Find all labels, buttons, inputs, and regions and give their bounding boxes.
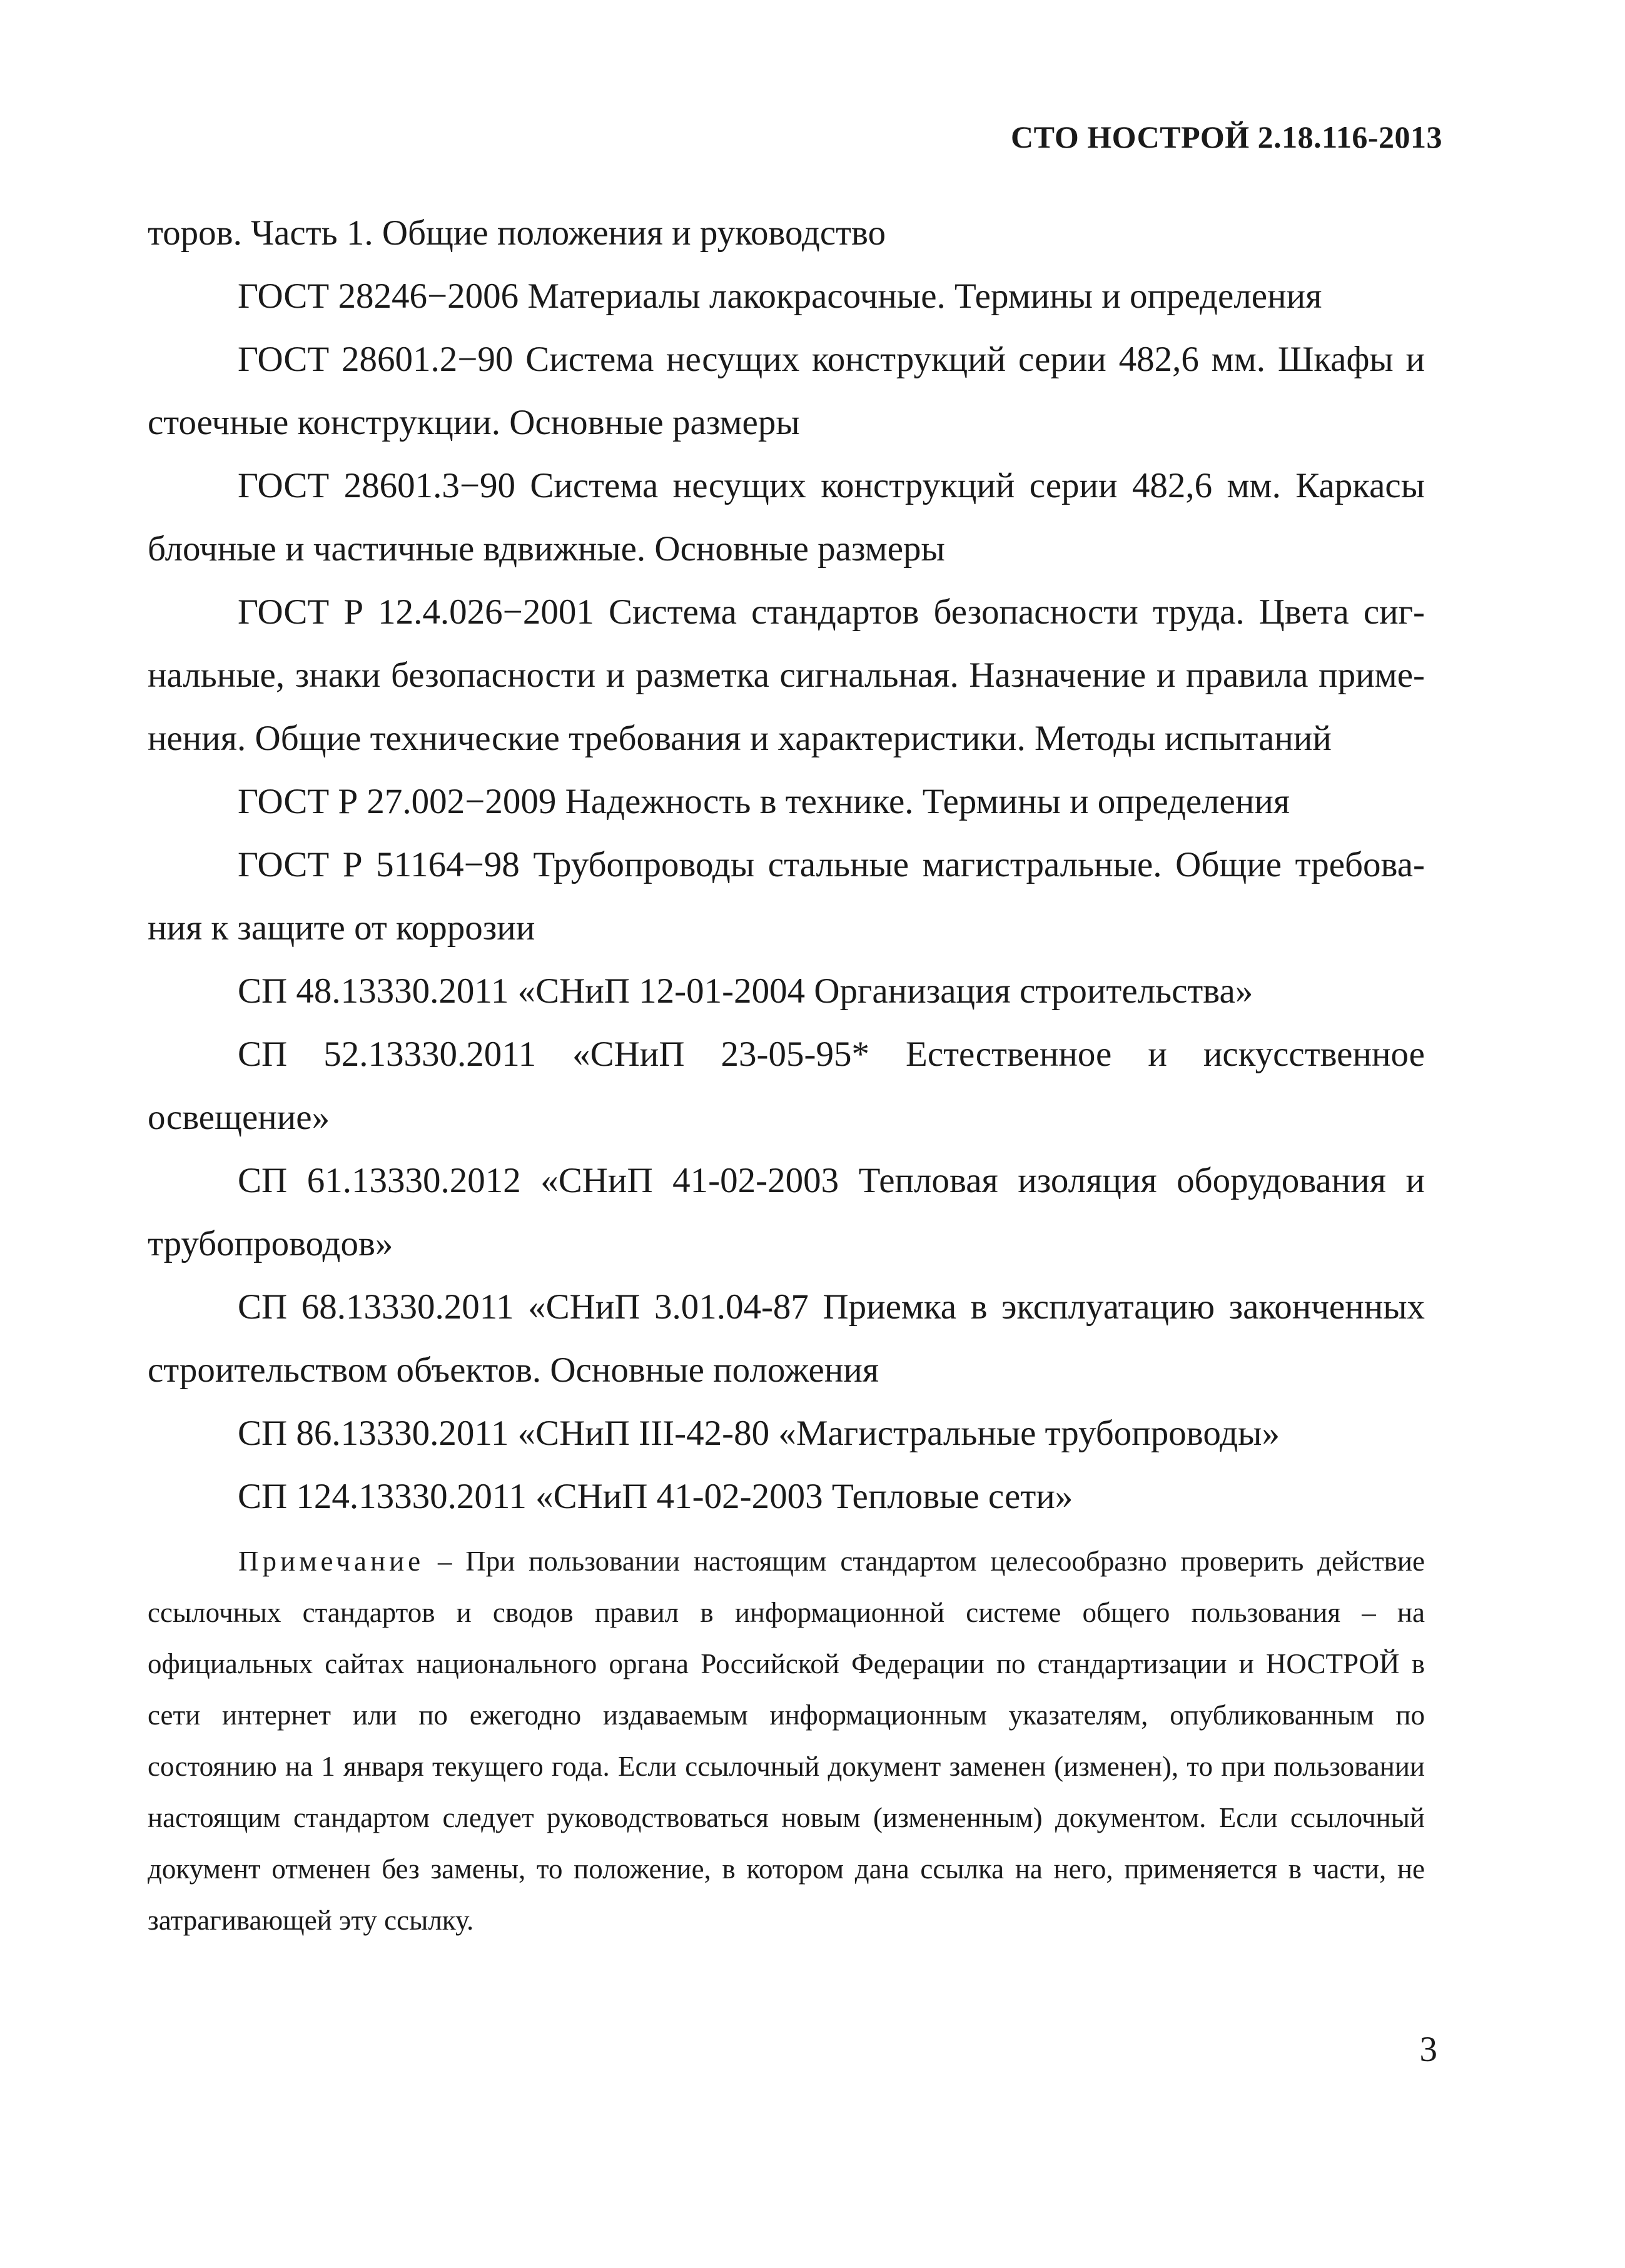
note-label: Примечание <box>238 1546 425 1577</box>
normative-references <box>148 201 1425 1946</box>
document-code-header: СТО НОСТРОЙ 2.18.116-2013 <box>1011 119 1442 154</box>
reference-item: ГОСТ Р 12.4.026−2001 Система стандартов безопасности труда. Цвета сигнальные, знаки безопасности и разметка сигнальная. Назначение и правила применения. Общие технические требования и характеристики. Методы испытаний <box>148 592 1425 758</box>
note-paragraph <box>148 1536 1425 1946</box>
page-number: 3 <box>1419 2030 1437 2069</box>
reference-item: СП 86.13330.2011 «СНиП III-42-80 «Магистральные трубопроводы» <box>238 1414 1280 1453</box>
reference-item: ГОСТ 28601.3−90 Система несущих конструкций серии 482,6 мм. Каркасы блочные и частичные вдвижные. Основные размеры <box>148 466 1425 569</box>
reference-item: СП 52.13330.2011 «СНиП 23-05-95* Естественное и искусственное освещение» <box>148 1035 1425 1137</box>
reference-item: СП 124.13330.2011 «СНиП 41-02-2003 Тепловые сети» <box>238 1477 1073 1516</box>
reference-item: торов. Часть 1. Общие положения и руководство <box>148 213 886 253</box>
reference-item: СП 48.13330.2011 «СНиП 12-01-2004 Организация строительства» <box>238 971 1253 1011</box>
reference-item: ГОСТ Р 27.002−2009 Надежность в технике. Термины и определения <box>238 782 1290 821</box>
reference-item: СП 61.13330.2012 «СНиП 41-02-2003 Тепловая изоляция оборудования и трубопроводов» <box>148 1161 1425 1263</box>
reference-item: ГОСТ Р 51164−98 Трубопроводы стальные магистральные. Общие требования к защите от коррозии <box>148 845 1425 948</box>
reference-item: ГОСТ 28601.2−90 Система несущих конструкций серии 482,6 мм. Шкафы и стоечные конструкции. Основные размеры <box>148 340 1425 442</box>
reference-item: СП 68.13330.2011 «СНиП 3.01.04-87 Приемка в эксплуатацию законченных строительством объектов. Основные положения <box>148 1287 1425 1390</box>
reference-item: ГОСТ 28246−2006 Материалы лакокрасочные. Термины и определения <box>238 276 1322 316</box>
note-text: – При пользовании настоящим стандартом целесообразно проверить действие ссылочных стандартов и сводов правил в информационной системе общего пользования – на официальных сайтах национального органа Российской Федерации по стандартизации и НОСТРОЙ в сети интернет или по ежегодно издаваемым информационным указателям, опубликованным по состоянию на 1 января текущего года. Если ссылочный документ заменен (изменен), то при пользовании настоящим стандартом следует руководствоваться новым (измененным) документом. Если ссылочный документ отменен без замены, то положение, в котором дана ссылка на него, применяется в части, не затрагивающей эту ссылку. <box>148 1546 1425 1936</box>
